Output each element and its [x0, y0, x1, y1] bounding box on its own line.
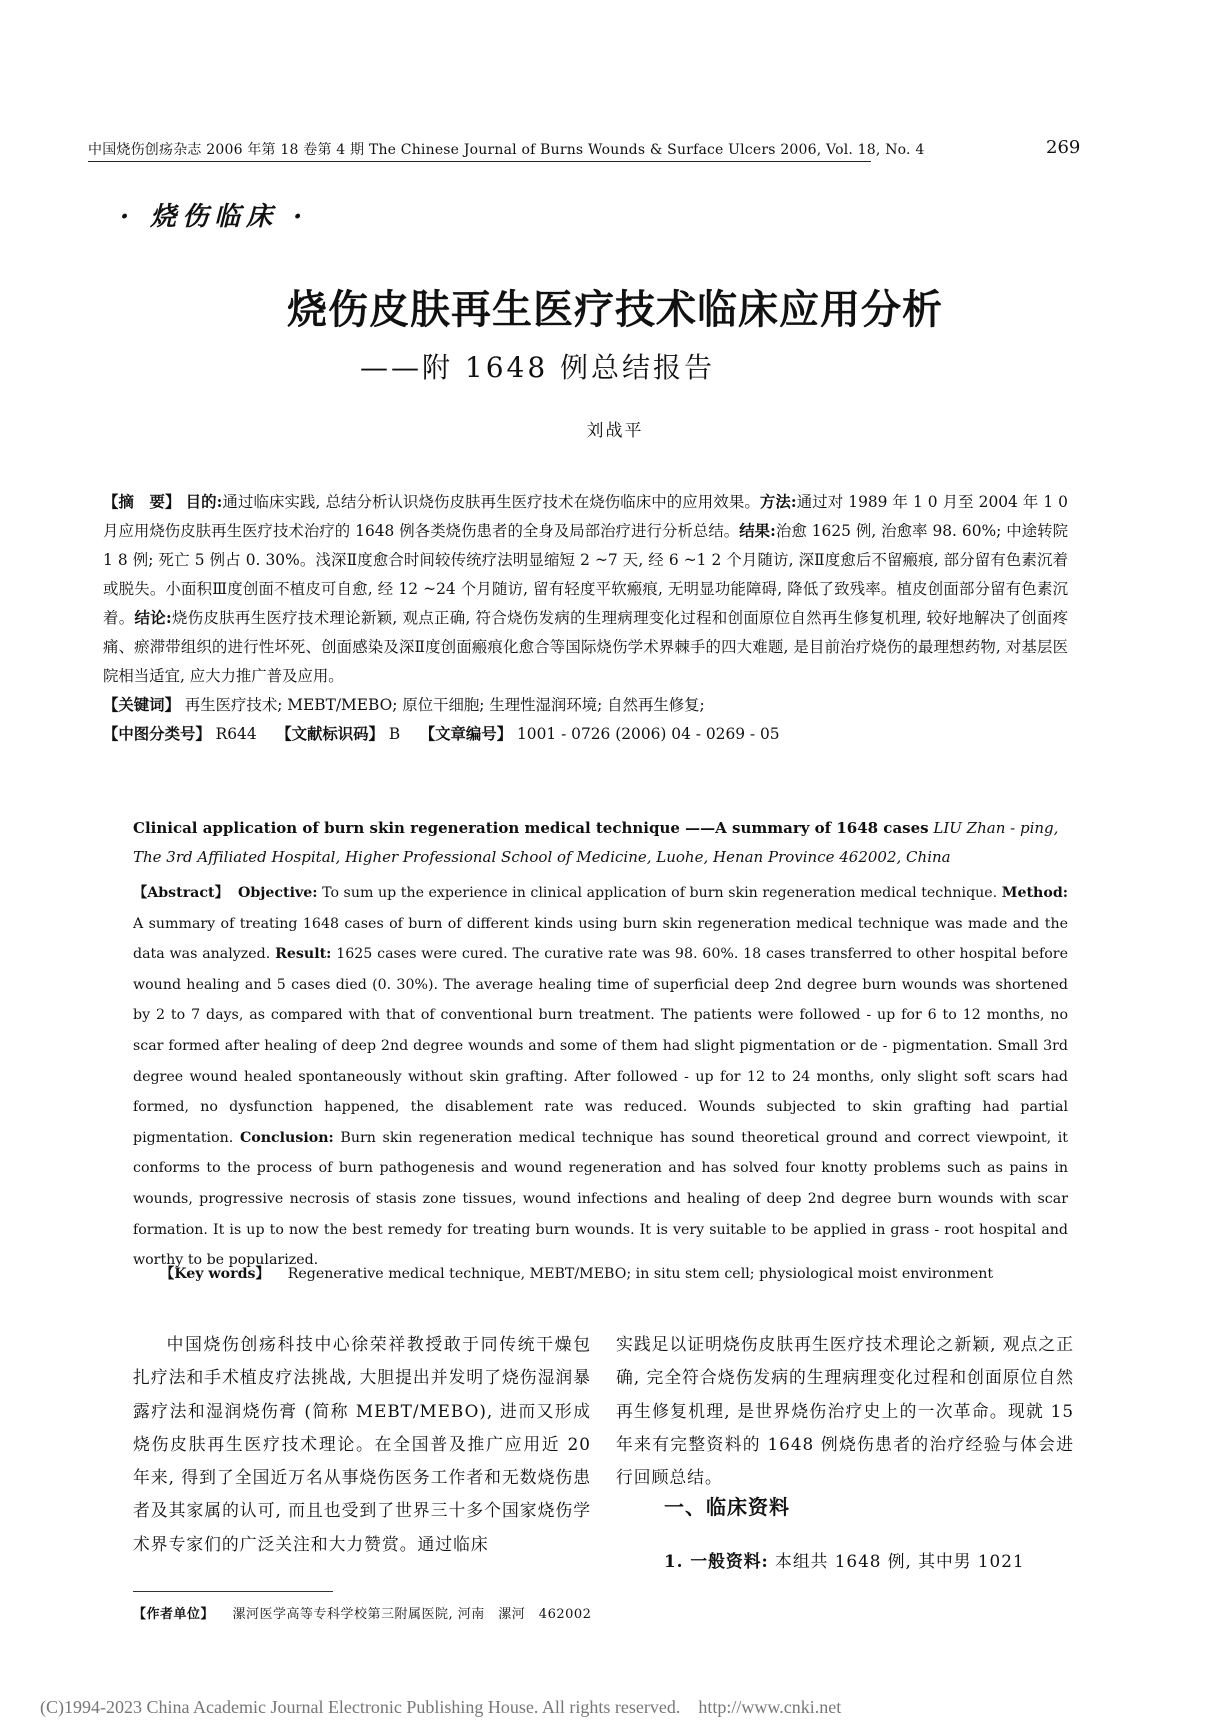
en-keywords-label: 【Key words】 — [160, 1266, 270, 1282]
en-abstract-label: 【Abstract】 — [133, 885, 229, 901]
running-header: 中国烧伤创疡杂志 2006 年第 18 卷第 4 期 The Chinese Journal of Burns Wounds & Surface Ulcers 2006, Vol. 18, No. 4 — [88, 142, 925, 158]
en-conclusion-label: Conclusion: — [239, 1129, 334, 1146]
en-result: 1625 cases were cured. The curative rate was 98. 60%. 18 cases transferred to other hospital before wound healing and 5 cases died (0. 30%). The average healing time of superficial deep 2nd degree burn wounds was shortened by 2 to 7 days, as compared with that of conventional burn treatment. The patients were followed - up for 6 to 12 months, no scar formed after healing of deep 2nd degree wounds and some of them had slight pigmentation or de - pigmentation. Small 3rd degree wound healed spontaneously without skin grafting. After followed - up for 12 to 24 months, only slight soft scars had formed, no dysfunction happened, the disablement rate was reduced. Wounds subjected to skin grafting had partial pigmentation. — [133, 946, 1068, 1146]
footnote-text: 漯河医学高等专科学校第三附属医院, 河南 漯河 462002 — [232, 1607, 592, 1622]
cn-method: 通过对 1989 年 1 0 月至 2004 年 1 0 月应用烧伤皮肤再生医疗技术治疗的 1648 例各类烧伤患者的全身及局部治疗进行分析总结。 — [103, 493, 1068, 540]
author-affiliation-footnote — [133, 1603, 591, 1622]
body-right-column: 实践足以证明烧伤皮肤再生医疗技术理论之新颖, 观点之正确, 完全符合烧伤发病的生理病理变化过程和创面原位自然再生修复机理, 是世界烧伤治疗史上的一次革命。现就 15 年来有完整资料的 1648 例烧伤患者的治疗经验与体会进行回顾总结。 — [616, 1334, 1074, 1488]
page-number: 269 — [1046, 137, 1081, 158]
en-result-label: Result: — [275, 946, 332, 963]
english-keywords-line — [160, 1263, 1068, 1283]
clc-label: 【中图分类号】 — [103, 725, 211, 743]
cn-abstract-label: 【摘 要】 — [103, 493, 181, 511]
cn-result-label: 结果: — [739, 522, 776, 540]
article-no-value: 1001 - 0726 (2006) 04 - 0269 - 05 — [517, 725, 780, 743]
english-abstract — [133, 878, 1068, 1276]
clc-value: R644 — [215, 725, 257, 743]
doc-code-value: B — [388, 725, 401, 743]
cn-abstract-body — [103, 488, 1068, 691]
section-heading-clinical-data: 一、临床资料 — [664, 1495, 790, 1519]
doc-code-label: 【文献标识码】 — [276, 725, 384, 743]
general-data-line — [664, 1548, 1025, 1572]
en-objective: To sum up the experience in clinical application of burn skin regeneration medical technique. — [322, 885, 998, 901]
cn-conclusion-label: 结论: — [134, 609, 172, 627]
cn-result: 治愈 1625 例, 治愈率 98. 60%; 中途转院 1 8 例; 死亡 5 例占 0. 30%。浅深Ⅱ度愈合时间较传统疗法明显缩短 2 ~7 天, 经 6 ~1 2 个月随访, 深Ⅱ度愈后不留瘢痕, 部分留有色素沉着或脱失。小面积Ⅲ度创面不植皮可自愈, 经 12 ~24 个月随访, 留有轻度平软瘢痕, 无明显功能障碍, 降低了致残率。植皮创面部分留有色素沉着。 — [103, 522, 1068, 627]
cn-method-label: 方法: — [759, 493, 797, 511]
author: 刘战平 — [586, 421, 644, 441]
cn-objective-label: 目的: — [185, 493, 223, 511]
cn-keywords: 再生医疗技术; MEBT/MEBO; 原位干细胞; 生理性湿润环境; 自然再生修复; — [184, 696, 705, 714]
en-method-label: Method: — [1001, 885, 1068, 901]
section-tag: · 烧伤临床 · — [120, 202, 309, 232]
cn-keywords-label: 【关键词】 — [103, 696, 180, 714]
article-no-label: 【文章编号】 — [419, 725, 513, 743]
footnote-rule — [133, 1591, 333, 1592]
article-subtitle: ——附 1648 例总结报告 — [360, 351, 716, 384]
cn-classification-line — [103, 720, 1068, 749]
english-title-block — [133, 814, 1068, 872]
en-method: A summary of treating 1648 cases of burn of different kinds using burn skin regeneration medical technique was made and the data was analyzed. — [133, 915, 1068, 963]
general-data-text: 本组共 1648 例, 其中男 1021 — [775, 1551, 1025, 1571]
en-keywords: Regenerative medical technique, MEBT/MEBO; in situ stem cell; physiological moist environment — [287, 1266, 994, 1282]
en-objective-label: Objective: — [237, 885, 318, 901]
english-title: Clinical application of burn skin regeneration medical technique ——A summary of 1648 cases — [133, 819, 929, 837]
en-conclusion: Burn skin regeneration medical technique has sound theoretical ground and correct viewpoint, it conforms to the process of burn pathogenesis and wound regeneration and has solved four knotty problems such as pains in wounds, progressive necrosis of stasis zone tissues, wound infections and healing of deep 2nd degree burn wounds with scar formation. It is up to now the best remedy for treating burn wounds. It is very suitable to be applied in grass - root hospital and worthy to be popularized. — [133, 1129, 1069, 1269]
cn-objective: 通过临床实践, 总结分析认识烧伤皮肤再生医疗技术在烧伤临床中的应用效果。 — [222, 493, 760, 511]
general-data-label: 1. 一般资料: — [664, 1551, 769, 1571]
english-authors-affiliation: LIU Zhan - ping, The 3rd Affiliated Hospital, Higher Professional School of Medicine, Luohe, Henan Province 462002, China — [133, 819, 1059, 866]
footnote-label: 【作者单位】 — [133, 1607, 215, 1622]
chinese-abstract — [103, 488, 1068, 749]
body-left-column: 中国烧伤创疡科技中心徐荣祥教授敢于同传统干燥包扎疗法和手术植皮疗法挑战, 大胆提出并发明了烧伤湿润暴露疗法和湿润烧伤膏 (简称 MEBT/MEBO), 进而又形成烧伤皮肤再生医疗技术理论。在全国普及推广应用近 20 年来, 得到了全国近万名从事烧伤医务工作者和无数烧伤患者及其家属的认可, 而且也受到了世界三十多个国家烧伤学术界专家们的广泛关注和大力赞赏。通过临床 — [133, 1334, 591, 1554]
copyright-notice: (C)1994-2023 China Academic Journal Electronic Publishing House. All rights reserved. http://www.cnki.net — [40, 1697, 842, 1717]
article-title: 烧伤皮肤再生医疗技术临床应用分析 — [287, 287, 943, 333]
header-rule — [88, 161, 871, 162]
cn-keywords-line — [103, 691, 1068, 720]
cn-conclusion: 烧伤皮肤再生医疗技术理论新颖, 观点正确, 符合烧伤发病的生理病理变化过程和创面原位自然再生修复机理, 较好地解决了创面疼痛、瘀滞带组织的进行性坏死、创面感染及深Ⅱ度创面瘢痕化愈合等国际烧伤学术界棘手的四大难题, 是目前治疗烧伤的最理想药物, 对基层医院相当适宜, 应大力推广普及应用。 — [103, 609, 1068, 685]
